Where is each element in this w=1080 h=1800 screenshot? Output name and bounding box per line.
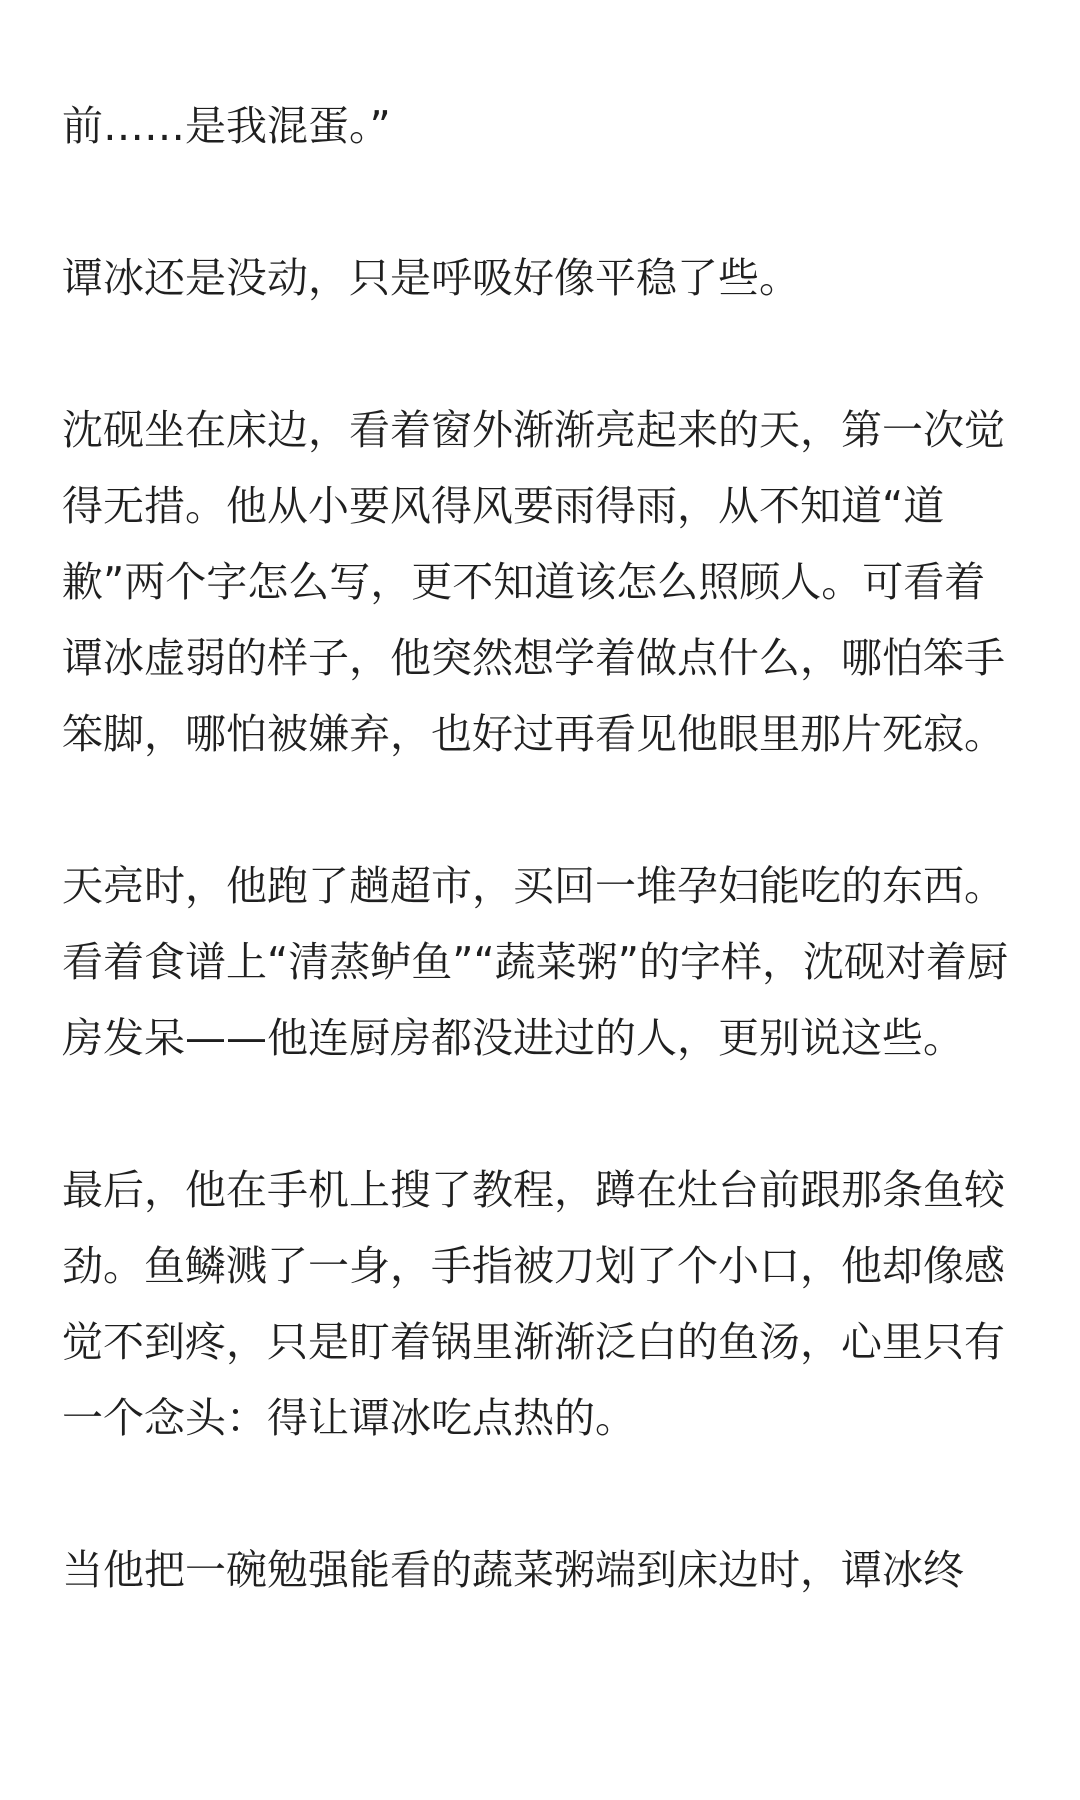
paragraph-1: 前……是我混蛋。” <box>62 102 391 150</box>
paragraph-3: 沈砚坐在床边，看着窗外渐渐亮起来的天，第一次觉得无措。他从小要风得风要雨得雨，从不知道“道歉”两个字怎么写，更不知道该怎么照顾人。可看着谭冰虚弱的样子，他突然想学着做点什么，哪怕笨手笨脚，哪怕被嫌弃，也好过再看见他眼里那片死寂。 <box>62 406 1005 758</box>
paragraph-4: 天亮时，他跑了趟超市，买回一堆孕妇能吃的东西。看着食谱上“清蒸鲈鱼”“蔬菜粥”的字样，沈砚对着厨房发呆——他连厨房都没进过的人，更别说这些。 <box>62 862 1008 1062</box>
paragraph-5: 最后，他在手机上搜了教程，蹲在灶台前跟那条鱼较劲。鱼鳞溅了一身，手指被刀划了个小口，他却像感觉不到疼，只是盯着锅里渐渐泛白的鱼汤，心里只有一个念头：得让谭冰吃点热的。 <box>62 1166 1005 1442</box>
paragraph-2: 谭冰还是没动，只是呼吸好像平稳了些。 <box>62 254 800 302</box>
paragraph-6: 当他把一碗勉强能看的蔬菜粥端到床边时，谭冰终 <box>62 1546 964 1594</box>
